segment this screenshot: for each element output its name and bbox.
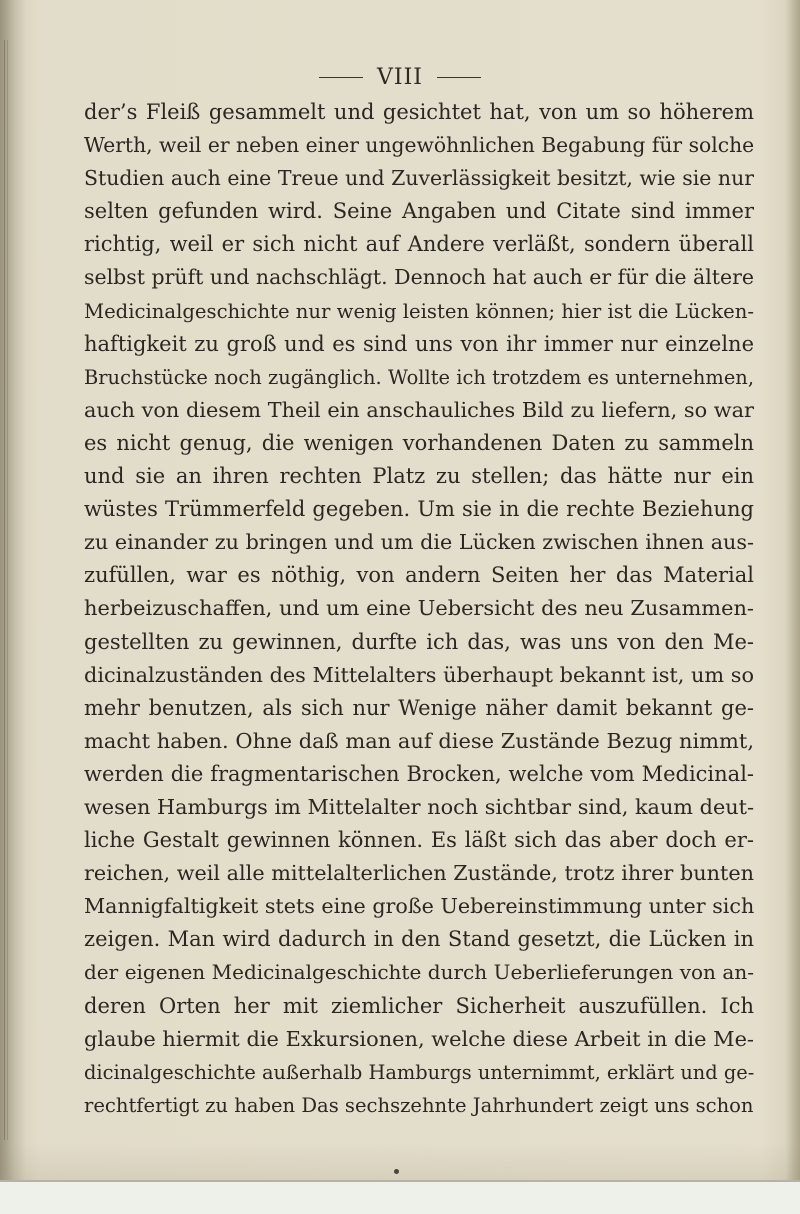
header-rule-left xyxy=(319,77,363,78)
text-line: es nicht genug, die wenigen vorhandenen Daten zu sammeln xyxy=(84,430,754,455)
text-line: liche Gestalt gewinnen können. Es läßt sich das aber doch er- xyxy=(84,828,754,853)
text-line: macht haben. Ohne daß man auf diese Zustände Bezug nimmt, xyxy=(84,728,754,753)
page-bottom-shade xyxy=(0,1142,800,1182)
text-line: mehr benutzen, als sich nur Wenige näher damit bekannt ge- xyxy=(84,695,754,720)
ink-dot xyxy=(394,1169,399,1174)
text-line: zeigen. Man wird dadurch in den Stand gesetzt, die Lücken in xyxy=(84,927,754,952)
scan-bottom-margin xyxy=(0,1180,800,1214)
text-line: herbeizuschaffen, und um eine Uebersicht des neu Zusammen- xyxy=(84,596,754,621)
text-line: zufüllen, war es nöthig, von andern Seiten her das Material xyxy=(84,563,754,588)
text-line: der eigenen Medicinalgeschichte durch Ueberlieferungen von an- xyxy=(84,960,754,985)
text-line: Studien auch eine Treue und Zuverlässigkeit besitzt, wie sie nur xyxy=(84,166,754,191)
text-line: der’s Fleiß gesammelt und gesichtet hat, von um so höherem xyxy=(84,100,754,124)
text-line: auch von diesem Theil ein anschauliches Bild zu liefern, so war xyxy=(84,397,754,422)
page-header xyxy=(0,62,800,92)
text-line: dicinalzuständen des Mittelalters überhaupt bekannt ist, um so xyxy=(84,662,754,687)
text-line: richtig, weil er sich nicht auf Andere verläßt, sondern überall xyxy=(84,232,754,257)
binding-edge xyxy=(4,40,8,1140)
text-line: rechtfertigt zu haben Das sechszehnte Jahrhundert zeigt uns schon xyxy=(84,1093,754,1117)
text-line: haftigkeit zu groß und es sind uns von ihr immer nur einzelne xyxy=(84,331,754,356)
text-line: dicinalgeschichte außerhalb Hamburgs unternimmt, erklärt und ge- xyxy=(84,1060,754,1084)
text-line: Medicinalgeschichte nur wenig leisten können; hier ist die Lücken- xyxy=(84,299,754,323)
page-number: VIII xyxy=(377,64,423,90)
text-line: wesen Hamburgs im Mittelalter noch sichtbar sind, kaum deut- xyxy=(84,794,754,819)
text-line: Mannigfaltigkeit stets eine große Uebereinstimmung unter sich xyxy=(84,894,754,919)
text-line: zu einander zu bringen und um die Lücken zwischen ihnen aus- xyxy=(84,530,754,555)
text-line: glaube hiermit die Exkursionen, welche diese Arbeit in die Me- xyxy=(84,1026,754,1051)
text-line: Werth, weil er neben einer ungewöhnlichen Begabung für solche xyxy=(84,133,754,158)
text-line: reichen, weil alle mittelalterlichen Zustände, trotz ihrer bunten xyxy=(84,861,754,886)
text-line: werden die fragmentarischen Brocken, welche vom Medicinal- xyxy=(84,761,754,786)
text-line: Bruchstücke noch zugänglich. Wollte ich trotzdem es unternehmen, xyxy=(84,365,754,389)
text-line: selbst prüft und nachschlägt. Dennoch hat auch er für die ältere xyxy=(84,265,754,290)
text-line: deren Orten her mit ziemlicher Sicherheit auszufüllen. Ich xyxy=(84,993,754,1018)
body-text xyxy=(84,96,754,1122)
text-line: wüstes Trümmerfeld gegeben. Um sie in die rechte Beziehung xyxy=(84,497,754,522)
header-rule-right xyxy=(437,77,481,78)
page-edge-shadow xyxy=(786,0,800,1214)
text-line: selten gefunden wird. Seine Angaben und Citate sind immer xyxy=(84,199,754,224)
text-line: und sie an ihren rechten Platz zu stellen; das hätte nur ein xyxy=(84,464,754,489)
text-line: gestellten zu gewinnen, durfte ich das, was uns von den Me- xyxy=(84,629,754,654)
